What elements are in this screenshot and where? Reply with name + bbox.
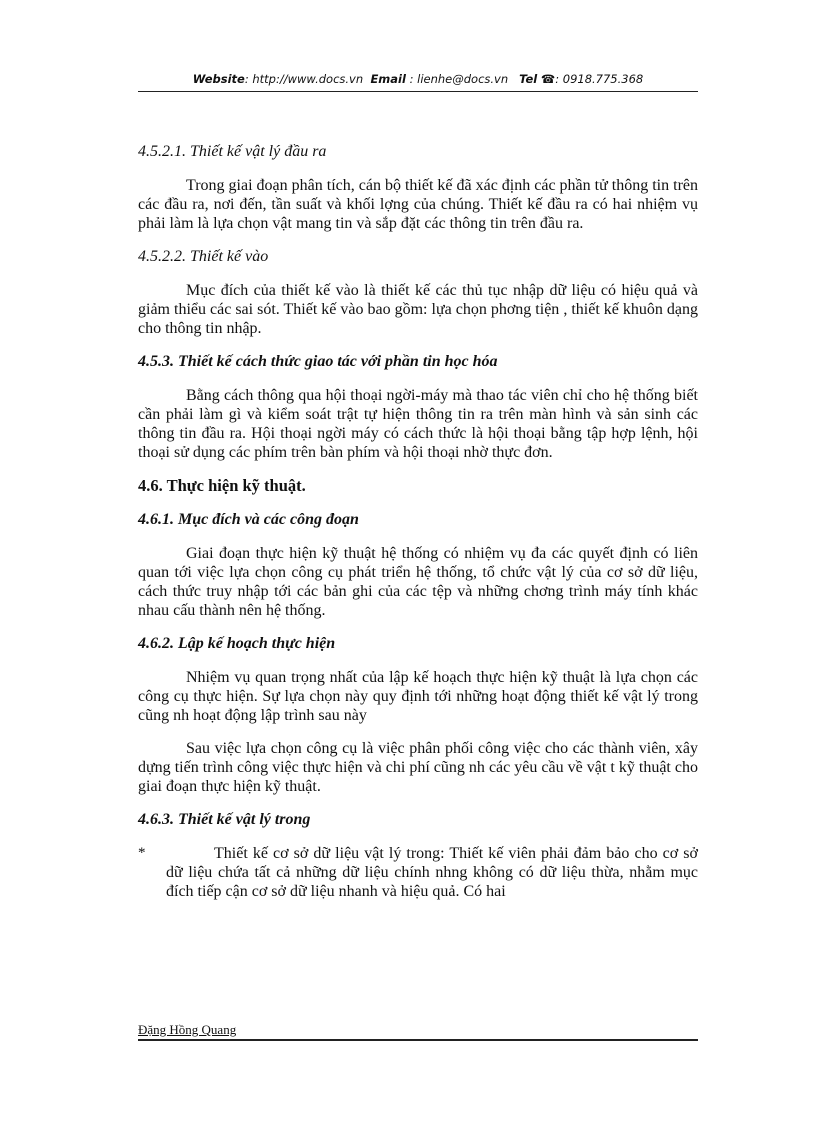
asterisk-bullet-icon: * <box>138 845 146 861</box>
document-body <box>138 142 698 901</box>
paragraph-4-5-2-2: Mục đích của thiết kế vào là thiết kế các thủ tục nhập dữ liệu có hiệu quả và giảm thiểu các sai sót. Thiết kế vào bao gồm: lựa chọn phơng tiện , thiết kế khuôn dạng cho thông tin nhập. <box>138 282 698 337</box>
heading-4-6-2: 4.6.2. Lập kế hoạch thực hiện <box>138 635 336 652</box>
paragraph-4-6-2-a: Nhiệm vụ quan trọng nhất của lập kế hoạch thực hiện kỹ thuật là lựa chọn các công cụ thực hiện. Sự lựa chọn này quy định tới những hoạt động thiết kế vật lý trong cũng nh hoạt động lập trình sau này <box>138 669 698 724</box>
page-header <box>138 72 698 86</box>
paragraph-4-6-1: Giai đoạn thực hiện kỹ thuật hệ thống có nhiệm vụ đa các quyết định có liên quan tới việc lựa chọn công cụ phát triển hệ thống, tổ chức vật lý của cơ sở dữ liệu, cách thức truy nhập tới các bản ghi của các tệp và những chơng trình máy tính khác nhau cấu thành nên hệ thống. <box>138 545 698 619</box>
heading-4-6-1: 4.6.1. Mục đích và các công đoạn <box>138 511 359 528</box>
heading-4-5-3: 4.5.3. Thiết kế cách thức giao tác với phần tin học hóa <box>138 353 498 370</box>
heading-4-6-3: 4.6.3. Thiết kế vật lý trong <box>138 811 311 828</box>
email-label: Email <box>370 72 406 86</box>
header-divider <box>138 91 698 92</box>
paragraph-4-6-2-b: Sau việc lựa chọn công cụ là việc phân phối công việc cho các thành viên, xây dựng tiến trình công việc thực hiện và chi phí cũng nh các yêu cầu về vật t kỹ thuật cho giai đoạn thực hiện kỹ thuật. <box>138 740 698 795</box>
heading-4-6: 4.6. Thực hiện kỹ thuật. <box>138 476 306 495</box>
website-value: : http://www.docs.vn <box>244 72 364 86</box>
tel-value: : 0918.775.368 <box>555 72 644 86</box>
paragraph-4-5-3: Bằng cách thông qua hội thoại ngời-máy mà thao tác viên chỉ cho hệ thống biết cần phải làm gì và kiểm soát trật tự hiện thông tin ra trên màn hình và sản sinh các thông tin đầu ra. Hội thoại ngời máy có cách thức là hội thoại bằng tập hợp lệnh, hội thoại sử dụng các phím trên bàn phím và hội thoại nhờ thực đơn. <box>138 387 698 461</box>
footer-author: Đặng Hồng Quang <box>138 1022 237 1037</box>
website-label: Website <box>192 72 245 86</box>
heading-4-5-2-1: 4.5.2.1. Thiết kế vật lý đầu ra <box>138 143 327 160</box>
footer-divider <box>138 1039 698 1041</box>
paragraph-4-5-2-1: Trong giai đoạn phân tích, cán bộ thiết kế đã xác định các phần tử thông tin trên các đầu ra, nơi đến, tần suất và khối lợng của chúng. Thiết kế đầu ra có hai nhiệm vụ phải làm là lựa chọn vật mang tin và sắp đặt các thông tin trên đầu ra. <box>138 177 698 232</box>
phone-icon: ☎ <box>540 72 556 86</box>
heading-4-5-2-2: 4.5.2.2. Thiết kế vào <box>138 248 269 265</box>
email-value: : lienhe@docs.vn <box>409 72 509 86</box>
bullet-text: Thiết kế cơ sở dữ liệu vật lý trong: Thiết kế viên phải đảm bảo cho cơ sở dữ liệu chứa tất cả những dữ liệu chính nhng không có dữ liệu thừa, nhằm mục đích tiếp cận cơ sở dữ liệu nhanh và hiệu quả. Có hai <box>166 845 698 900</box>
bullet-item <box>138 844 698 901</box>
tel-label: Tel <box>519 72 538 86</box>
